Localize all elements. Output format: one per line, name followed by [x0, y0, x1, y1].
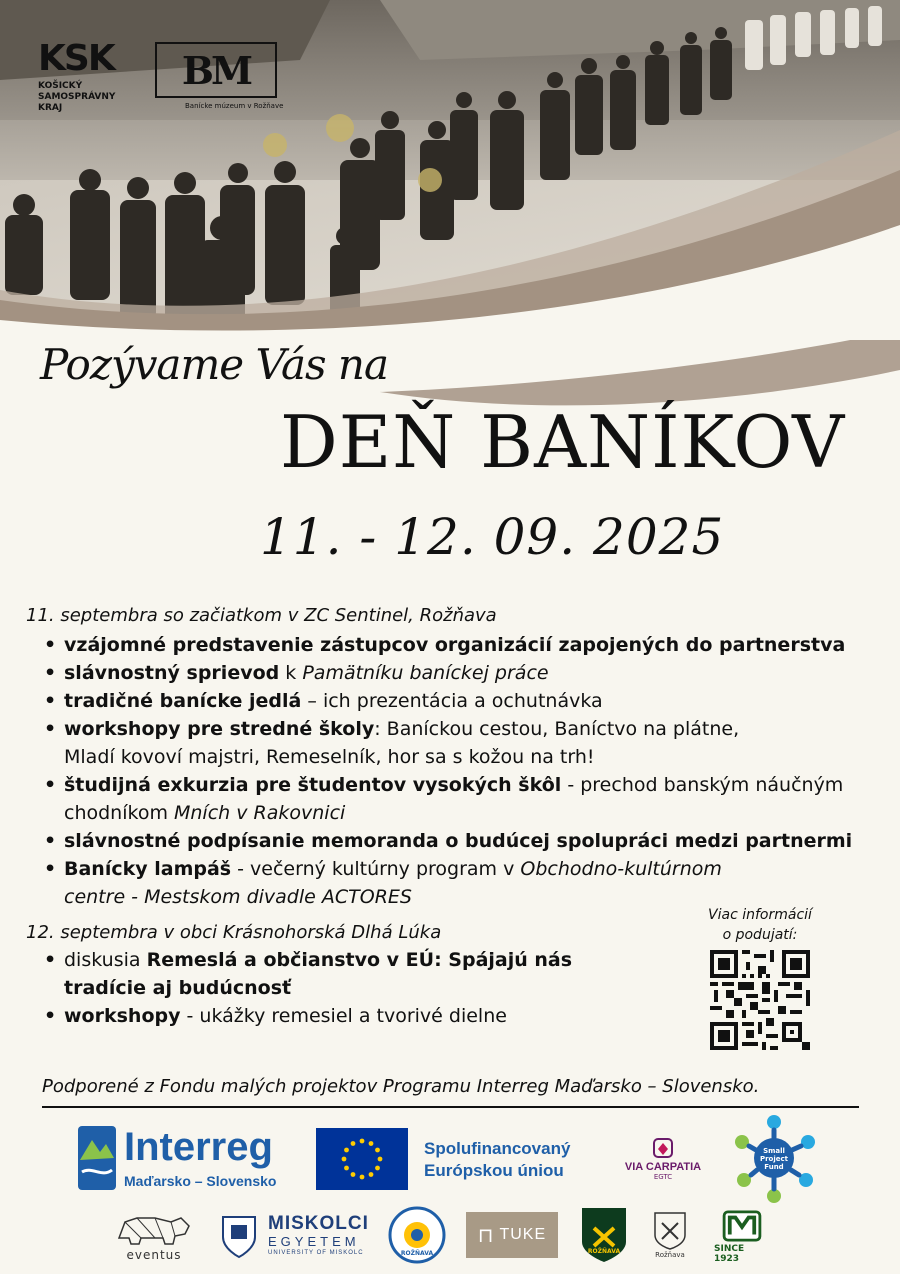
interreg-sub: Maďarsko – Slovensko	[124, 1173, 277, 1189]
day1-heading: 11. septembra so začiatkom v ZC Sentinel, Rožňava	[26, 605, 497, 626]
list-item: • Banícky lampáš - večerný kultúrny program v Obchodno-kultúrnom centre - Mestskom divadle ACTORES	[42, 855, 882, 911]
emblem-icon	[721, 1210, 763, 1242]
miskolc-crest-icon	[218, 1213, 260, 1259]
small-project-fund-logo: Small Project Fund	[728, 1112, 820, 1204]
roznava-crest-icon	[653, 1211, 687, 1251]
invite-text: Pozývame Vás na	[40, 340, 389, 389]
bm-mark: BM	[155, 42, 277, 98]
ksk-mark: KSK	[38, 38, 114, 79]
header-photo	[0, 0, 900, 360]
mining-association-logo: ROŽŇAVA	[580, 1206, 628, 1264]
interreg-name: Interreg	[124, 1125, 273, 1169]
bm-caption: Banícke múzeum v Rožňave	[185, 102, 284, 110]
via-carpatia-logo: VIA CARPATIA EGTC	[618, 1128, 708, 1188]
interreg-mountain-icon	[78, 1126, 116, 1190]
day1-list	[42, 631, 882, 911]
list-item: • vzájomné predstavenie zástupcov organizácií zapojených do partnerstva	[42, 631, 882, 659]
list-item: • workshopy pre stredné školy: Baníckou cestou, Baníctvo na plátne, Mladí kovoví majstri, Remeselník, hor sa s kožou na trh!	[42, 715, 882, 771]
gymnazium-logo: ROŽŇAVA	[388, 1206, 446, 1264]
event-date: 11. - 12. 09. 2025	[260, 508, 725, 566]
support-text: Podporené z Fondu malých projektov Programu Interreg Maďarsko – Slovensko.	[42, 1076, 760, 1097]
day2-heading: 12. septembra v obci Krásnohorská Dlhá Lúka	[26, 922, 442, 943]
list-item: • workshopy - ukážky remesiel a tvorivé dielne	[42, 1002, 642, 1030]
interreg-logo	[78, 1125, 300, 1191]
miskolc-logo: MISKOLCI EGYETEM UNIVERSITY OF MISKOLC	[268, 1213, 369, 1256]
banicke-muzeum-logo	[155, 42, 285, 122]
list-item: • diskusia Remeslá a občianstvo v EÚ: Spájajú nás tradície aj budúcnosť	[42, 946, 642, 1002]
rhino-icon	[115, 1212, 193, 1248]
ksk-line-2: SAMOSPRÁVNY	[38, 92, 116, 102]
decorative-waves	[0, 0, 900, 360]
ksk-logo	[38, 38, 128, 128]
list-item: • študijná exkurzia pre študentov vysokých škôl - prechod banským náučným chodníkom Mních v Rakovnici	[42, 771, 882, 827]
ksk-line-3: KRAJ	[38, 103, 63, 113]
divider	[42, 1106, 859, 1108]
eu-flag-logo	[316, 1128, 408, 1190]
roznava-town-logo: Rožňava	[650, 1206, 690, 1264]
tuke-icon: ⊓	[477, 1223, 494, 1247]
event-title: DEŇ BANÍKOV	[280, 400, 846, 484]
since-1923-logo: SINCE 1923	[714, 1210, 770, 1264]
list-item: • slávnostné podpísanie memoranda o budúcej spolupráci medzi partnermi	[42, 827, 882, 855]
via-carpatia-icon	[650, 1135, 676, 1161]
eventus-logo: eventus	[112, 1210, 196, 1264]
qr-code[interactable]	[710, 950, 810, 1050]
eu-stars-icon	[316, 1128, 408, 1190]
list-item: • tradičné banícke jedlá – ich prezentácia a ochutnávka	[42, 687, 882, 715]
list-item: • slávnostný sprievod k Pamätníku baníckej práce	[42, 659, 882, 687]
qr-label: Viac informácií o podujatí:	[708, 907, 812, 943]
tuke-logo: ⊓ TUKE	[466, 1212, 558, 1258]
eu-cofinance-text: Spolufinancovaný Európskou úniou	[424, 1139, 571, 1180]
ksk-line-1: KOŠICKÝ	[38, 81, 83, 91]
mining-shield-icon	[580, 1206, 628, 1264]
day2-list	[42, 946, 642, 1030]
